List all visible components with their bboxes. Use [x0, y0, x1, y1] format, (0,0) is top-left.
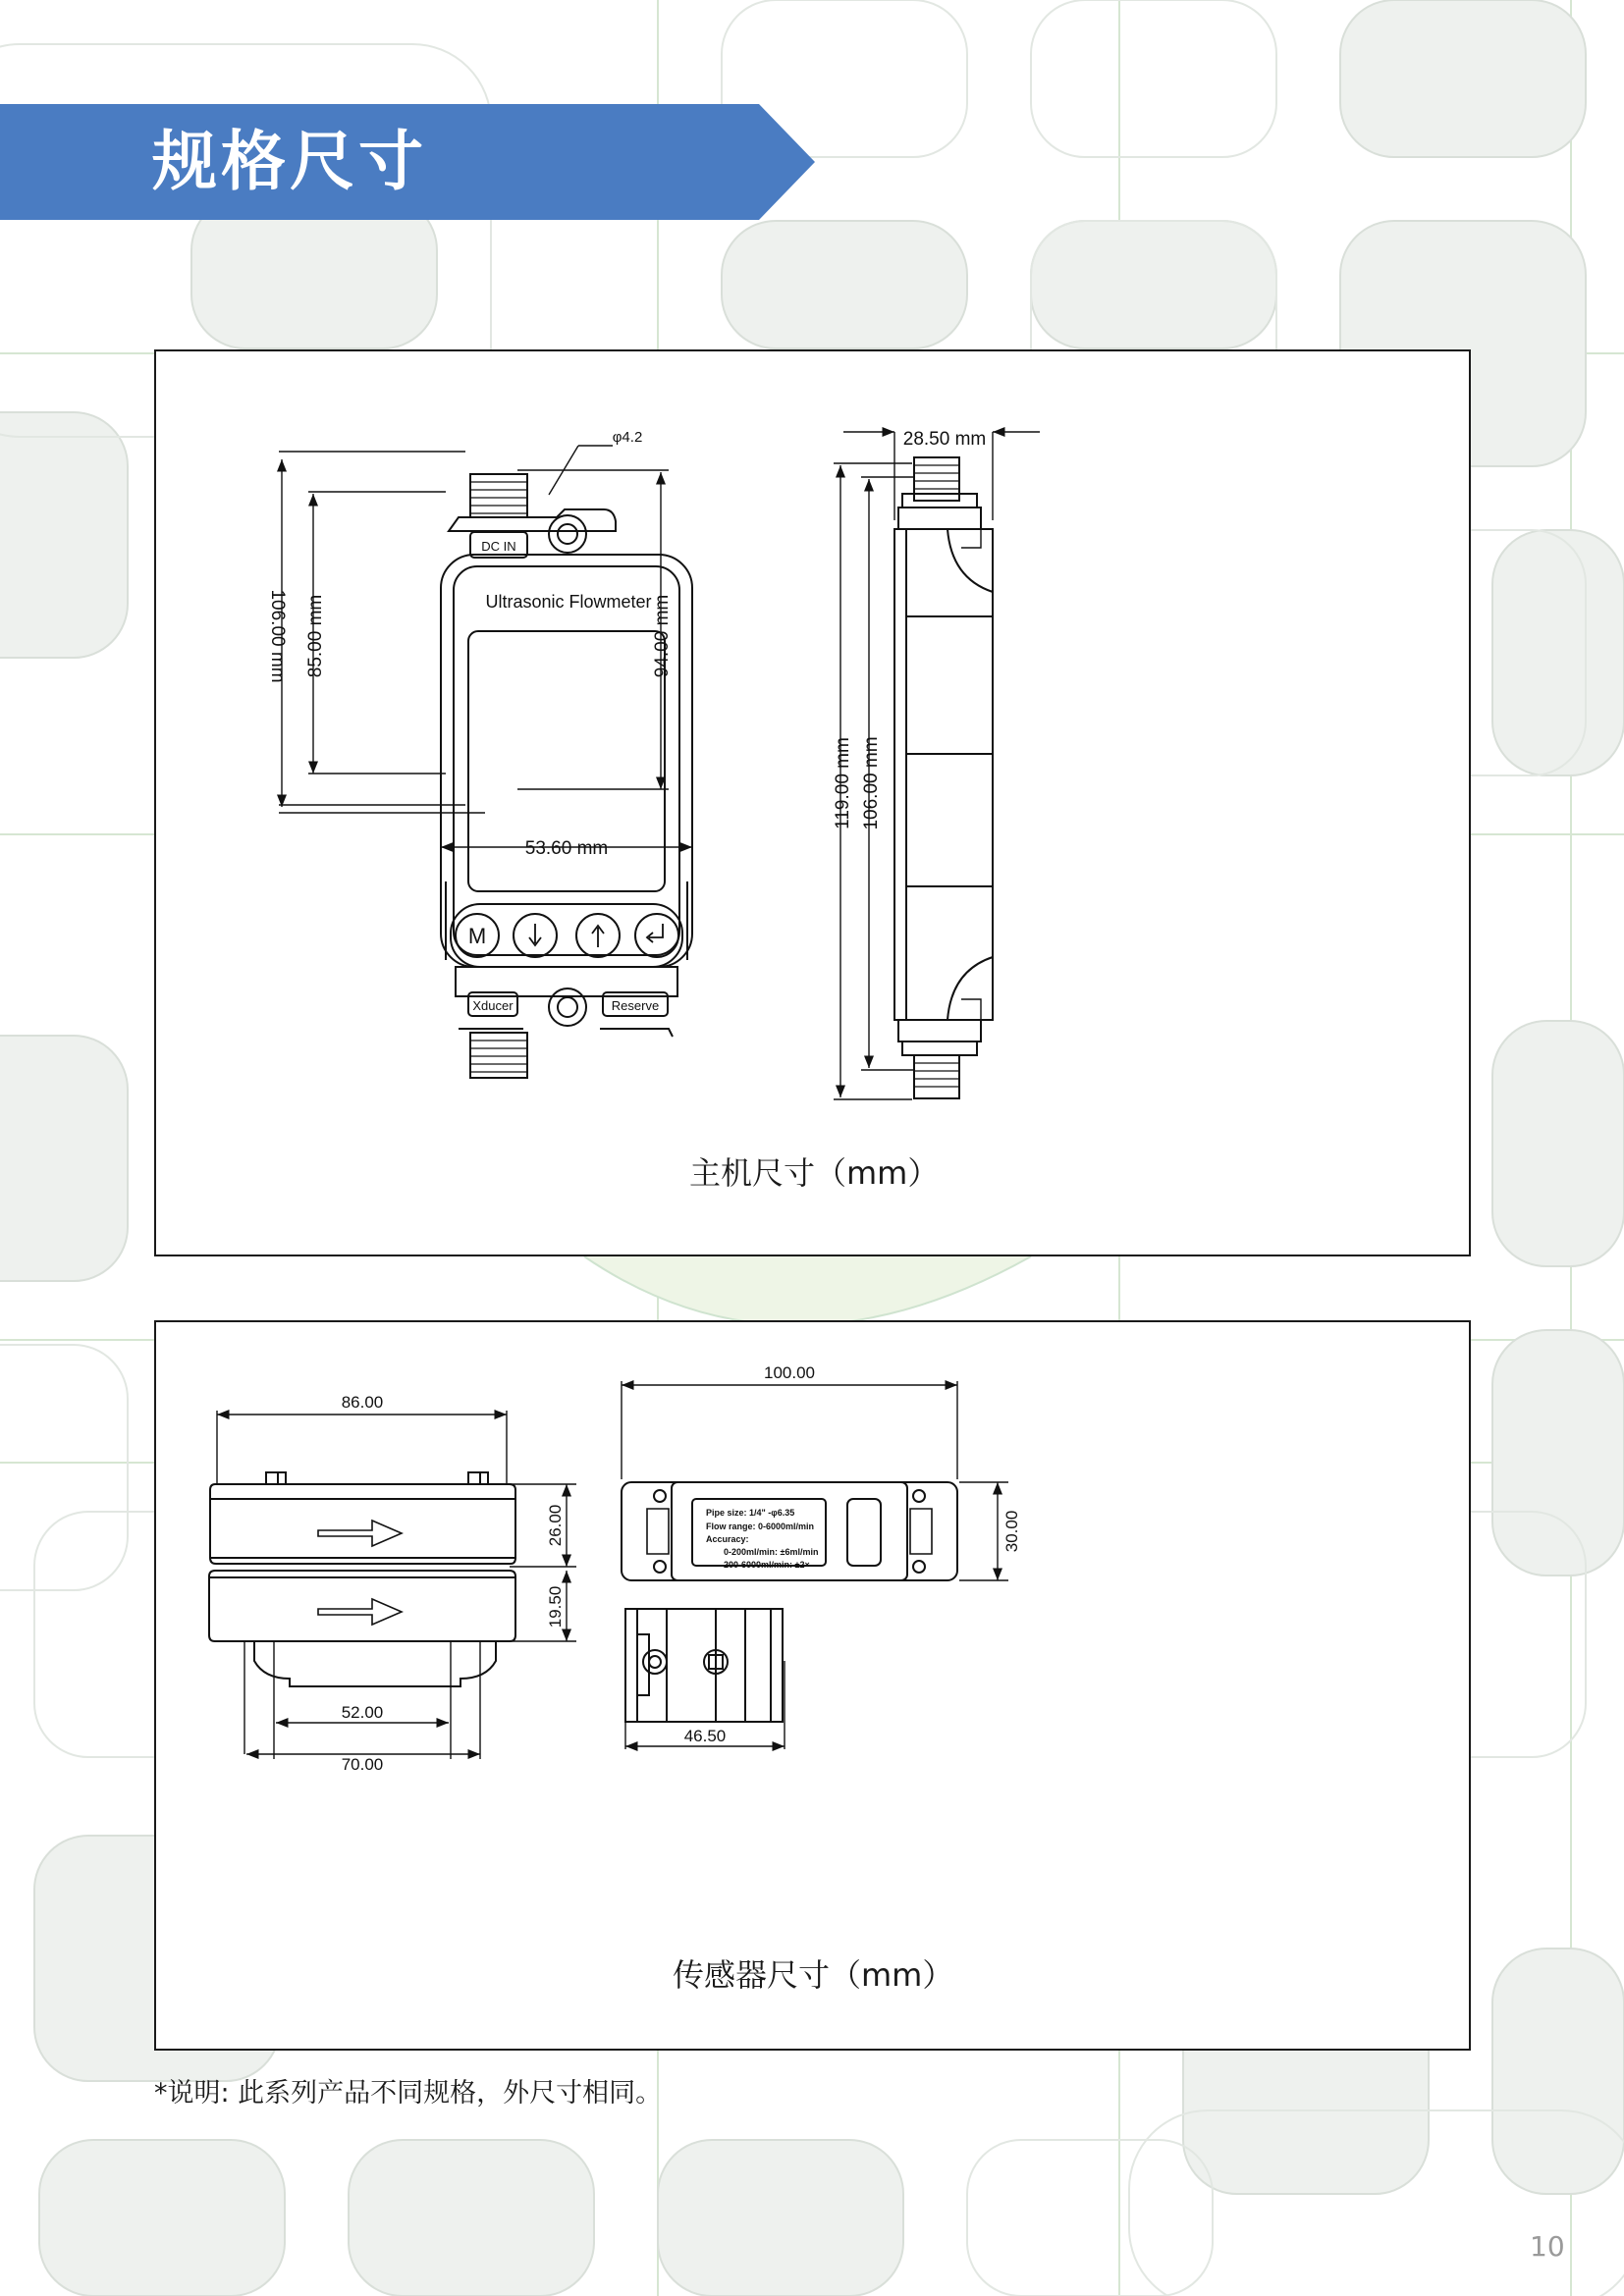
dim-width: 53.60 mm [524, 838, 609, 859]
sensor-dimension-drawing [156, 1322, 1468, 2048]
footnote: *说明: 此系列产品不同规格，外尺寸相同。 [154, 2078, 663, 2109]
mount-hole-bottom [549, 988, 586, 1026]
dim-height-screen: 94.00 mm [652, 594, 673, 678]
dim-height-total: 106.00 mm [267, 589, 288, 683]
host-dimension-drawing [156, 351, 1468, 1254]
sensor-dimension-panel [154, 1320, 1471, 2051]
page-number: 10 [1530, 2230, 1565, 2263]
dim-side-body: 106.00 mm [861, 736, 882, 830]
spec-line-2: Flow range: 0-6000ml/min [706, 1522, 815, 1531]
spec-line-1: Pipe size: 1/4" -φ6.35 [706, 1508, 795, 1518]
dim-side-total: 119.00 mm [833, 737, 853, 829]
dim-height-body: 85.00 mm [305, 594, 326, 678]
dim-52: 52.00 [341, 1703, 384, 1722]
key-enter [635, 914, 678, 957]
page-title: 规格尺寸 [152, 124, 427, 199]
port-dc-in-label: DC IN [481, 539, 516, 554]
sensor-caption: 传感器尺寸（mm） [673, 1956, 954, 1994]
key-m-label: M [467, 924, 487, 948]
sensor-spec-label [706, 1508, 818, 1570]
port-xducer-label: Xducer [472, 998, 514, 1013]
port-reserve-label: Reserve [611, 998, 660, 1013]
host-caption: 主机尺寸（mm） [689, 1154, 940, 1192]
dim-depth: 28.50 mm [902, 429, 987, 450]
device-label: Ultrasonic Flowmeter [485, 592, 652, 612]
spec-line-3: Accuracy: [706, 1534, 749, 1544]
dim-19-5: 19.50 [546, 1585, 565, 1629]
spec-line-5: 200-6000ml/min: ±2× [724, 1560, 810, 1570]
spec-line-4: 0-200ml/min: ±6ml/min [724, 1547, 819, 1557]
mount-hole-top [549, 515, 586, 553]
host-dimension-panel [154, 349, 1471, 1256]
dim-100: 100.00 [764, 1363, 815, 1382]
dim-30: 30.00 [1002, 1510, 1021, 1553]
dim-46-5: 46.50 [683, 1727, 727, 1745]
dim-86: 86.00 [341, 1393, 384, 1412]
hole-diameter-label: φ4.2 [612, 429, 643, 446]
dim-70: 70.00 [341, 1755, 384, 1774]
dim-26: 26.00 [546, 1504, 565, 1547]
